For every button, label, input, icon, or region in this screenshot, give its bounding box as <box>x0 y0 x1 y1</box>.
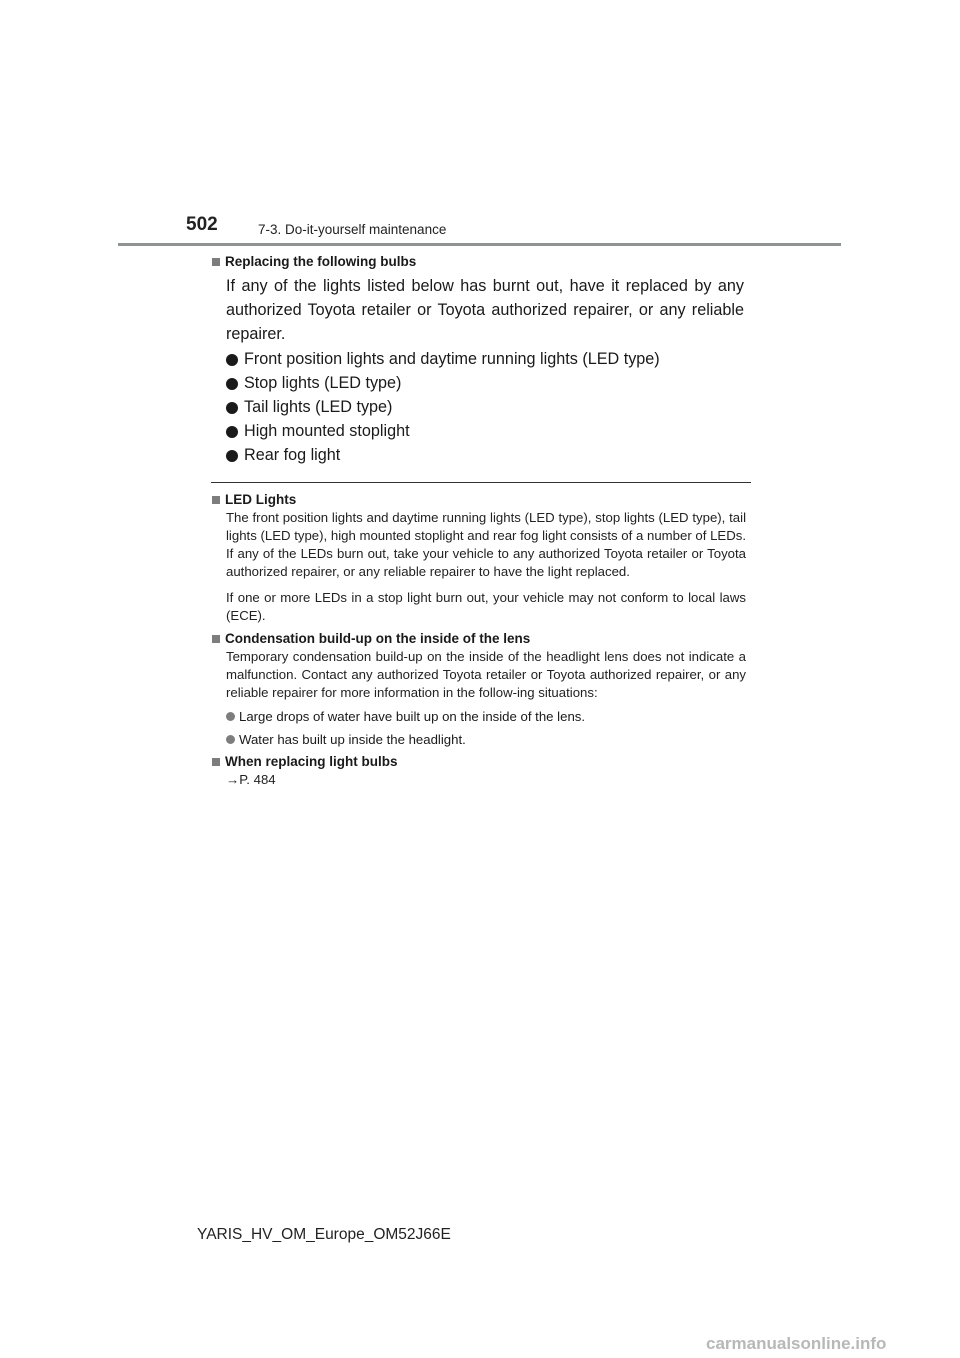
list-item <box>226 707 751 725</box>
list-item-text: Water has built up inside the headlight. <box>239 731 466 747</box>
bullet-dot-icon <box>226 450 238 462</box>
led-heading <box>211 492 751 507</box>
square-bullet-icon <box>212 758 220 766</box>
square-bullet-icon <box>212 635 220 643</box>
list-item <box>226 421 751 442</box>
list-item-text: Rear fog light <box>244 446 341 464</box>
list-item <box>226 445 751 466</box>
bullet-dot-icon <box>226 378 238 390</box>
page-header <box>0 0 960 250</box>
page-number: 502 <box>186 214 218 235</box>
replacing-intro: If any of the lights listed below has burnt out, have it replaced by any authorized Toyota retailer or Toyota authorized repairer, or any reliable repairer. <box>226 277 744 343</box>
replacing-bulbs-heading-text: When replacing light bulbs <box>225 754 398 769</box>
page-content <box>211 254 751 789</box>
led-paragraph-2: If one or more LEDs in a stop light burn out, your vehicle may not conform to local laws (ECE). <box>226 590 746 623</box>
bullet-dot-icon <box>226 426 238 438</box>
square-bullet-icon <box>212 258 220 266</box>
condensation-paragraph: Temporary condensation build-up on the inside of the headlight lens does not indicate a malfunction. Contact any authorized Toyota retailer or Toyota authorized repairer, or any reliable repairer for more information in the follow-ing situations: <box>226 649 746 700</box>
list-item-text: Tail lights (LED type) <box>244 398 393 416</box>
led-paragraph-1: The front position lights and daytime running lights (LED type), stop lights (LED type), tail lights (LED type), high mounted stoplight and rear fog light consists of a number of LEDs. If any of the LEDs burn out, take your vehicle to any authorized Toyota retailer or Toyota authorized repairer, or any reliable repairer to have the light replaced. <box>226 510 746 579</box>
list-item-text: High mounted stoplight <box>244 422 410 440</box>
bullet-dot-icon <box>226 712 235 721</box>
bullet-dot-icon <box>226 354 238 366</box>
square-bullet-icon <box>212 496 220 504</box>
footer-doc-id: YARIS_HV_OM_Europe_OM52J66E <box>197 1226 451 1243</box>
page-reference-link[interactable]: →P. 484 <box>226 772 276 787</box>
list-item <box>226 373 751 394</box>
condensation-heading <box>211 631 751 646</box>
list-item <box>226 349 751 370</box>
list-item <box>226 397 751 418</box>
condensation-heading-text: Condensation build-up on the inside of the lens <box>225 631 531 646</box>
header-rule <box>118 243 841 246</box>
replacing-bulbs-heading <box>211 754 751 769</box>
list-item-text: Stop lights (LED type) <box>244 374 402 392</box>
replacing-heading-text: Replacing the following bulbs <box>225 254 417 269</box>
section-title: 7-3. Do-it-yourself maintenance <box>258 222 447 237</box>
list-item <box>226 730 751 748</box>
replacing-heading <box>211 254 751 269</box>
list-item-text: Front position lights and daytime running lights (LED type) <box>244 350 660 368</box>
bullet-dot-icon <box>226 735 235 744</box>
bullet-dot-icon <box>226 402 238 414</box>
led-heading-text: LED Lights <box>225 492 297 507</box>
watermark: carmanualsonline.info <box>706 1334 887 1353</box>
list-item-text: Large drops of water have built up on the inside of the lens. <box>239 708 586 724</box>
